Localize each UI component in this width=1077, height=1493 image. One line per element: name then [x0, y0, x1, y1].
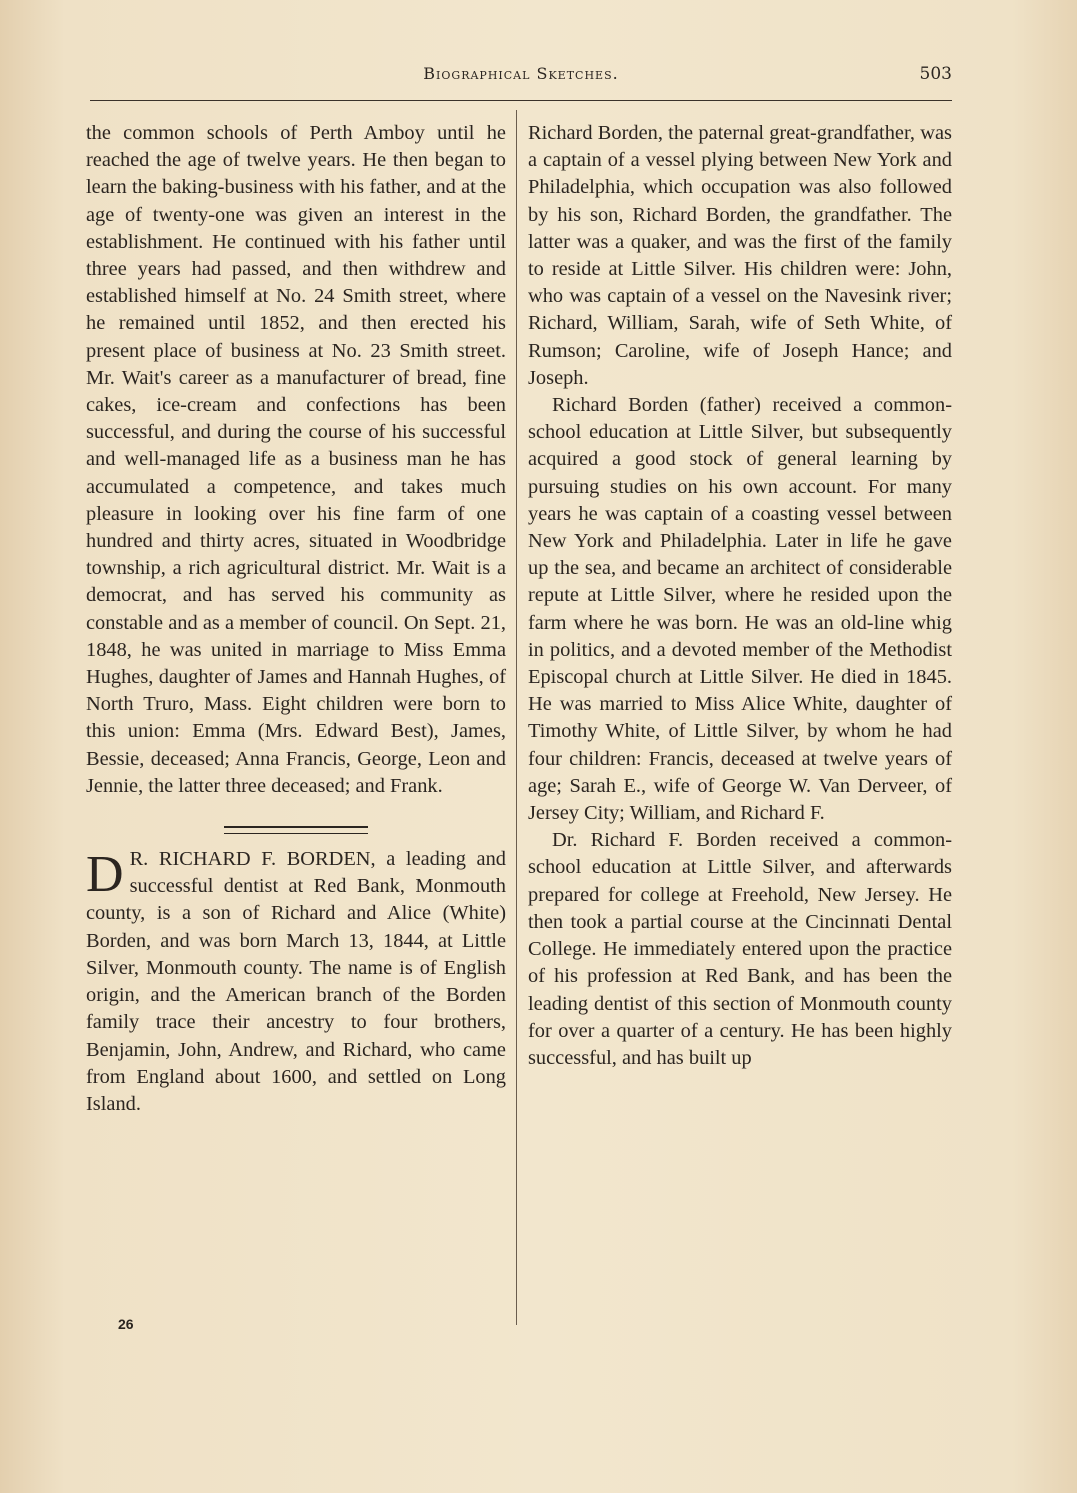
paragraph-father: Richard Borden (father) received a common-school education at Little Silver, but subsequently acquired a good stock of general learning by pursuing studies on his own account. For many years he was captain of a coasting vessel between New York and Philadelphia. Later in life he gave up the sea, and became an architect of considerable repute at Little Silver, where he resided upon the farm where he was born. He was an old-line whig in politics, and a devoted member of the Methodist Episcopal church at Little Silver. He died in 1845. He was married to Miss Alice White, daughter of Timothy White, of Little Silver, by whom he had four children: Francis, deceased at twelve years of age; Sarah E., wife of George W. Van Derveer, of Jersey City; William, and Richard F.: [528, 394, 952, 825]
paragraph-great-grandfather: Richard Borden, the paternal great-grandfather, was a captain of a vessel plying between New York and Philadelphia, which occupation was also followed by his son, Richard Borden, the grandfather. The latter was a quaker, and was the first of the family to reside at Little Silver. His children were: John, who was captain of a vessel on the Navesink river; Richard, William, Sarah, wife of Seth White, of Rumson; Caroline, wife of Joseph Hance; and Joseph.: [528, 122, 952, 389]
page-header: [90, 64, 952, 88]
header-rule: [90, 100, 952, 101]
left-column: [86, 120, 506, 1118]
section-separator-rule: [224, 826, 368, 834]
right-column: [528, 120, 952, 1072]
signature-mark: 26: [118, 1316, 134, 1332]
paragraph-borden-intro: [86, 846, 506, 1118]
paragraph-borden-intro-text: a leading and successful dentist at Red Bank, Monmouth county, is a son of Richard and Alice (White) Borden, and was born March 13, 1844, at Little Silver, Monmouth county. The name is of English origin, and the American branch of the Borden family trace their ancestry to four brothers, Benjamin, John, Andrew, and Richard, who came from England about 1600, and settled on Long Island.: [86, 848, 506, 1115]
page-number: 503: [919, 64, 952, 84]
drop-cap: D: [86, 846, 124, 904]
column-divider: [516, 110, 517, 1325]
subject-name-heading: R. RICHARD F. BORDEN,: [129, 848, 376, 871]
paragraph-wait-biography: the common schools of Perth Amboy until he reached the age of twelve years. He then began to learn the baking-business with his father, and at the age of twenty-one was given an interest in the establishment. He continued with his father until three years had passed, and then withdrew and established himself at No. 24 Smith street, where he remained until 1852, and then erected his present place of business at No. 23 Smith street. Mr. Wait's career as a manufacturer of bread, fine cakes, ice-cream and confections has been successful, and during the course of his successful and well-managed life as a business man he has accumulated a competence, and takes much pleasure in looking over his fine farm of one hundred and thirty acres, situated in Woodbridge township, a rich agricultural district. Mr. Wait is a democrat, and has served his community as constable and as a member of council. On Sept. 21, 1848, he was united in marriage to Miss Emma Hughes, daughter of James and Hannah Hughes, of North Truro, Mass. Eight children were born to this union: Emma (Mrs. Edward Best), James, Bessie, deceased; Anna Francis, George, Leon and Jennie, the latter three deceased; and Frank.: [86, 122, 506, 797]
running-head: Biographical Sketches.: [423, 64, 619, 83]
paragraph-dr-borden: Dr. Richard F. Borden received a common-school education at Little Silver, and afterwards prepared for college at Freehold, New Jersey. He then took a partial course at the Cincinnati Dental College. He immediately entered upon the practice of his profession at Red Bank, and has been the leading dentist of this section of Monmouth county for over a quarter of a century. He has been highly successful, and has built up: [528, 829, 952, 1069]
